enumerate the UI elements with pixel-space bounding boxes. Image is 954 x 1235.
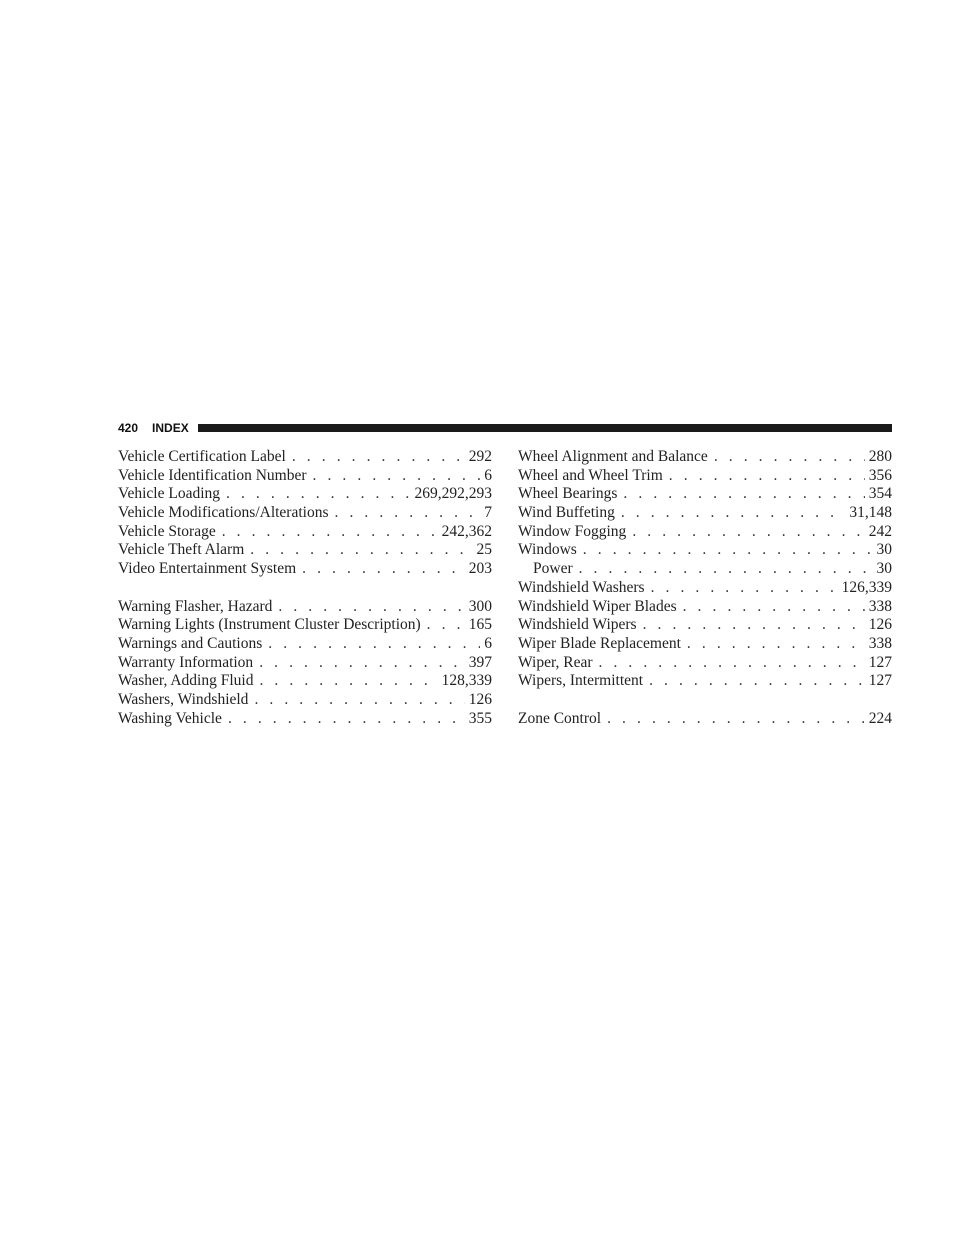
section-title: INDEX bbox=[152, 421, 189, 435]
dot-leader bbox=[335, 504, 481, 523]
index-entry bbox=[518, 467, 892, 486]
entry-label: Washer, Adding Fluid bbox=[118, 672, 254, 690]
entry-label: Windshield Wiper Blades bbox=[518, 597, 677, 615]
entry-page-ref: 126,339 bbox=[841, 578, 892, 596]
dot-leader bbox=[607, 710, 865, 729]
dot-leader bbox=[579, 560, 873, 579]
entry-page-ref: 7 bbox=[484, 504, 492, 522]
entry-page-ref: 338 bbox=[868, 597, 892, 615]
entry-label: Vehicle Loading bbox=[118, 485, 221, 503]
dot-leader bbox=[623, 485, 864, 504]
index-entry bbox=[518, 504, 892, 523]
entry-label: Wheel Bearings bbox=[518, 485, 618, 503]
entry-label: Warning Flasher, Hazard bbox=[118, 597, 273, 615]
index-subentry bbox=[518, 560, 892, 579]
entry-page-ref: 6 bbox=[484, 634, 492, 652]
dot-leader bbox=[643, 616, 865, 635]
index-entry bbox=[118, 598, 492, 617]
entry-page-ref: 126 bbox=[868, 616, 892, 634]
dot-leader bbox=[292, 448, 465, 467]
entry-label: Warnings and Cautions bbox=[118, 634, 263, 652]
entry-label: Washing Vehicle bbox=[118, 709, 222, 727]
index-entry bbox=[118, 635, 492, 654]
page-number: 420 bbox=[118, 421, 139, 435]
index-column-left bbox=[118, 448, 492, 728]
dot-leader bbox=[714, 448, 865, 467]
index-entry bbox=[118, 523, 492, 542]
index-entry bbox=[518, 448, 892, 467]
dot-leader bbox=[268, 635, 480, 654]
entry-page-ref: 30 bbox=[876, 560, 892, 578]
dot-leader bbox=[621, 504, 846, 523]
dot-leader bbox=[228, 710, 465, 729]
index-entry bbox=[118, 710, 492, 729]
dot-leader bbox=[651, 579, 838, 598]
index-entry bbox=[118, 672, 492, 691]
entry-page-ref: 127 bbox=[868, 653, 892, 671]
entry-page-ref: 338 bbox=[868, 634, 892, 652]
entry-page-ref: 126 bbox=[468, 690, 492, 708]
dot-leader bbox=[599, 654, 865, 673]
entry-label: Vehicle Modifications/Alterations bbox=[118, 504, 329, 522]
dot-leader bbox=[222, 523, 438, 542]
entry-page-ref: 355 bbox=[468, 709, 492, 727]
entry-page-ref: 397 bbox=[468, 653, 492, 671]
index-entry bbox=[518, 635, 892, 654]
entry-label: Windshield Wipers bbox=[518, 616, 637, 634]
dot-leader bbox=[259, 654, 465, 673]
index-entry bbox=[518, 579, 892, 598]
entry-page-ref: 30 bbox=[876, 541, 892, 559]
dot-leader bbox=[683, 598, 865, 617]
entry-label: Wiper, Rear bbox=[518, 653, 593, 671]
index-entry bbox=[118, 654, 492, 673]
header-rule bbox=[198, 424, 892, 432]
index-entry bbox=[118, 485, 492, 504]
dot-leader bbox=[313, 467, 481, 486]
entry-label: Vehicle Storage bbox=[118, 522, 216, 540]
entry-label: Video Entertainment System bbox=[118, 560, 297, 578]
entry-page-ref: 224 bbox=[868, 709, 892, 727]
dot-leader bbox=[278, 598, 464, 617]
dot-leader bbox=[259, 672, 437, 691]
entry-label: Wheel Alignment and Balance bbox=[518, 448, 708, 465]
index-entry bbox=[118, 691, 492, 710]
entry-page-ref: 31,148 bbox=[849, 504, 892, 522]
entry-label: Power bbox=[533, 560, 573, 578]
index-entry bbox=[118, 467, 492, 486]
entry-page-ref: 127 bbox=[868, 672, 892, 690]
entry-label: Washers, Windshield bbox=[118, 690, 249, 708]
entry-label: Wipers, Intermittent bbox=[518, 672, 644, 690]
index-column-right bbox=[518, 448, 892, 728]
index-entry bbox=[118, 541, 492, 560]
dot-leader bbox=[302, 560, 465, 579]
dot-leader bbox=[250, 541, 472, 560]
index-entry bbox=[518, 710, 892, 729]
entry-label: Vehicle Theft Alarm bbox=[118, 541, 245, 559]
group-spacer bbox=[118, 579, 492, 598]
entry-page-ref: 25 bbox=[476, 541, 492, 559]
entry-label: Windows bbox=[518, 541, 577, 559]
entry-label: Warning Lights (Instrument Cluster Description) bbox=[118, 616, 421, 634]
dot-leader bbox=[649, 672, 865, 691]
entry-page-ref: 165 bbox=[468, 616, 492, 634]
entry-page-ref: 128,339 bbox=[441, 672, 492, 690]
group-spacer bbox=[518, 691, 892, 710]
index-entry bbox=[518, 523, 892, 542]
index-entry bbox=[518, 541, 892, 560]
index-entry bbox=[518, 598, 892, 617]
entry-label: Windshield Washers bbox=[518, 578, 645, 596]
entry-page-ref: 269,292,293 bbox=[414, 485, 492, 503]
index-entry bbox=[518, 654, 892, 673]
index-entry bbox=[118, 616, 492, 635]
index-entry bbox=[518, 485, 892, 504]
dot-leader bbox=[254, 691, 464, 710]
index-entry bbox=[118, 560, 492, 579]
entry-label: Vehicle Certification Label bbox=[118, 448, 286, 465]
entry-label: Zone Control bbox=[518, 709, 602, 727]
entry-page-ref: 242 bbox=[868, 522, 892, 540]
entry-label: Wiper Blade Replacement bbox=[518, 634, 681, 652]
index-entry bbox=[118, 448, 492, 467]
dot-leader bbox=[669, 467, 865, 486]
dot-leader bbox=[632, 523, 864, 542]
entry-page-ref: 280 bbox=[868, 448, 892, 465]
index-entry bbox=[518, 616, 892, 635]
entry-label: Warranty Information bbox=[118, 653, 254, 671]
entry-page-ref: 6 bbox=[484, 466, 492, 484]
entry-page-ref: 300 bbox=[468, 597, 492, 615]
entry-page-ref: 242,362 bbox=[441, 522, 492, 540]
entry-page-ref: 356 bbox=[868, 466, 892, 484]
entry-page-ref: 292 bbox=[468, 448, 492, 465]
index-entry bbox=[518, 672, 892, 691]
index-entry bbox=[118, 504, 492, 523]
entry-label: Window Fogging bbox=[518, 522, 627, 540]
entry-page-ref: 203 bbox=[468, 560, 492, 578]
entry-label: Wheel and Wheel Trim bbox=[518, 466, 663, 484]
dot-leader bbox=[687, 635, 865, 654]
dot-leader bbox=[583, 541, 873, 560]
dot-leader bbox=[226, 485, 410, 504]
dot-leader bbox=[427, 616, 465, 635]
entry-label: Wind Buffeting bbox=[518, 504, 615, 522]
entry-page-ref: 354 bbox=[868, 485, 892, 503]
page-header bbox=[118, 421, 892, 435]
entry-label: Vehicle Identification Number bbox=[118, 466, 307, 484]
